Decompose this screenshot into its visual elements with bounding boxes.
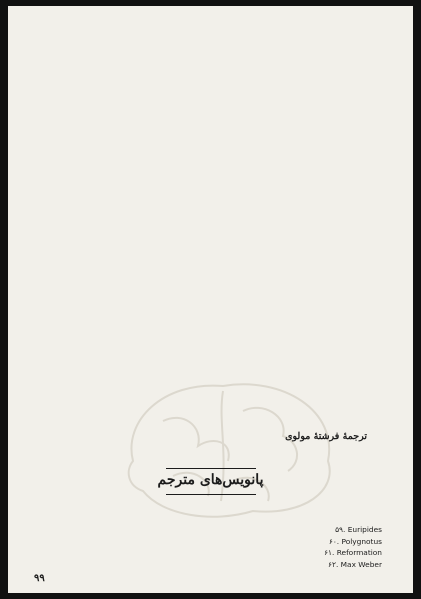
- body-line: [42, 259, 382, 275]
- footnote: [42, 559, 382, 571]
- body-line: [42, 243, 382, 259]
- footnote: [42, 547, 382, 559]
- body-line: [42, 340, 382, 356]
- page-number: ۹۹: [34, 573, 45, 584]
- body-line: [42, 114, 382, 130]
- body-line: [42, 163, 382, 179]
- body-line: [42, 291, 382, 307]
- section-title: پانویس‌های مترجم: [157, 472, 264, 488]
- body-line: [42, 179, 382, 195]
- body-line: [42, 211, 382, 227]
- body-line: [42, 324, 382, 340]
- body-line: [42, 227, 382, 243]
- footnote-latin: Euripides: [347, 525, 382, 534]
- footnote-latin: Polygnotus: [341, 536, 382, 546]
- body-line: [42, 195, 382, 211]
- body-line: [42, 307, 382, 323]
- footnote: [42, 536, 382, 548]
- footnote-number: ۶۲.: [328, 559, 339, 569]
- body-line: [42, 146, 382, 162]
- title-rule-top: [166, 468, 256, 469]
- footnotes: [42, 524, 382, 570]
- body-line: [42, 275, 382, 291]
- book-page: [8, 6, 413, 593]
- body-line: [42, 98, 382, 114]
- footnote-number: ۶۰.: [328, 536, 340, 546]
- title-rule-bottom: [166, 494, 256, 495]
- footnote-latin: Reformation: [336, 548, 382, 557]
- footnote: [42, 524, 382, 536]
- footnote-latin: Max Weber: [340, 559, 382, 569]
- body-paragraph: [42, 66, 382, 356]
- footnote-number: ۶۱.: [324, 548, 335, 557]
- footnote-number: ۵۹.: [335, 525, 346, 534]
- body-line: [42, 66, 382, 82]
- body-line: [42, 130, 382, 146]
- translator-credit: ترجمهٔ فرشتهٔ مولوی: [285, 431, 367, 442]
- body-line: [42, 82, 382, 98]
